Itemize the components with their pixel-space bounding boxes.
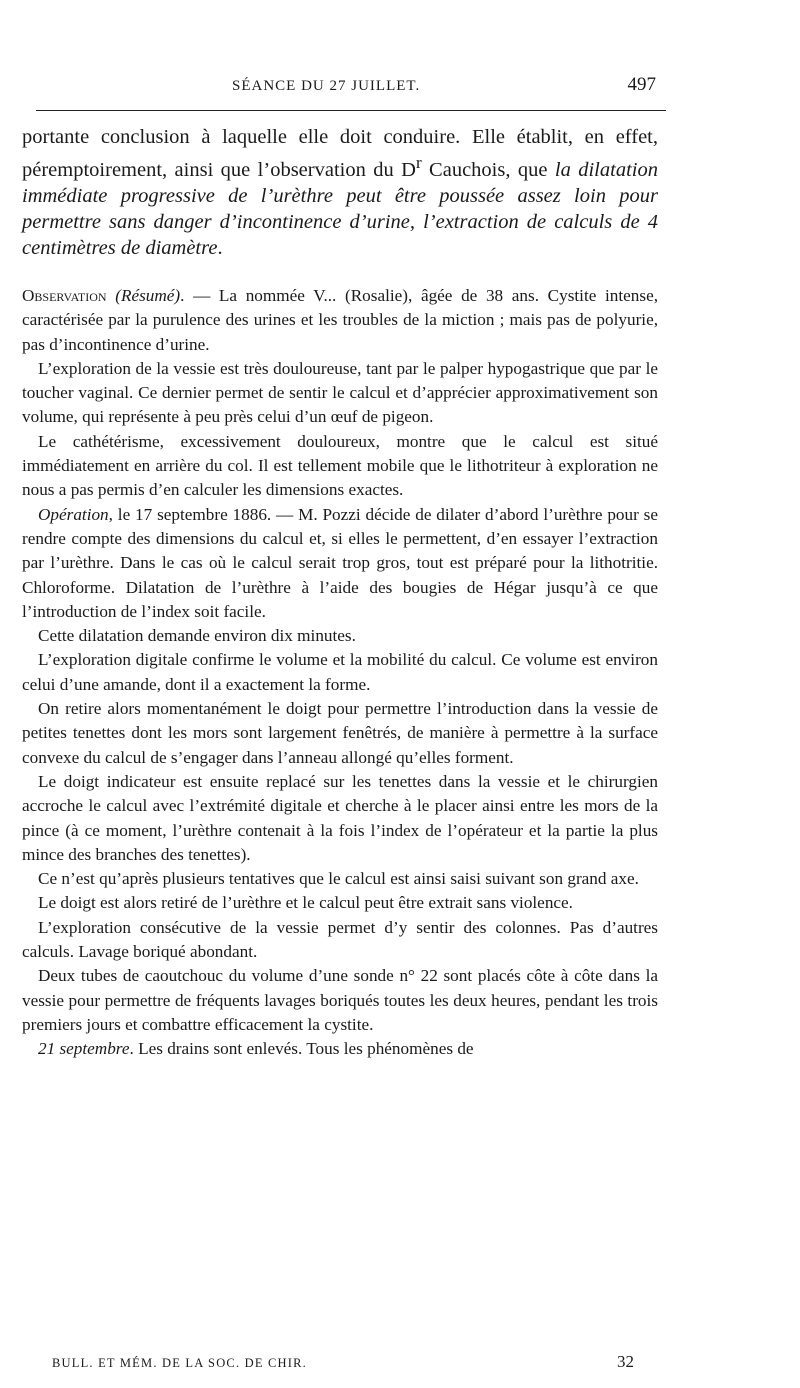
observation-paragraph: [22, 284, 658, 357]
observation-italic: (Résumé): [115, 286, 181, 305]
body-paragraph: Le cathétérisme, excessivement douloureux, montre que le calcul est situé immédiatement en arrière du col. Il est tellement mobile que le lithotriteur à exploration ne nous a pas permis d’en calculer les dimensions exactes.: [22, 431, 658, 500]
intro-italic: la dilatation immédiate progressive de l’urèthre peut être poussée assez loin pour permettre sans danger d’incontinence d’urine, l’extraction de calculs de 4 centimètres de diamètre: [22, 158, 658, 259]
header-rule: [36, 110, 666, 111]
journal-signature: BULL. ET MÉM. DE LA SOC. DE CHIR.: [52, 1356, 307, 1370]
operation-italic: Opération: [38, 504, 109, 524]
observation-text: . — La nommée V... (Rosalie), âgée de 38 ans. Cystite intense, caractérisée par la purulence des urines et les troubles de la miction ; mais pas de polyurie, pas d’incontinence d’urine.: [22, 286, 658, 354]
body-paragraph: Cette dilatation demande environ dix minutes.: [38, 626, 356, 646]
intro-text-1: portante conclusion à laquelle elle doit conduire. Elle établit, en effet, péremptoirement, ainsi que l’observation du D: [22, 126, 658, 181]
body-paragraph: L’exploration digitale confirme le volume et la mobilité du calcul. Ce volume est environ celui d’une amande, dont il a exactement la forme.: [22, 650, 658, 694]
observation-lead: Observation: [22, 286, 107, 305]
last-text: . Les drains sont enlevés. Tous les phénomènes de: [129, 1039, 474, 1059]
intro-text-3: .: [217, 236, 223, 259]
page-footer: [22, 1352, 658, 1374]
body-paragraph: L’exploration de la vessie est très douloureuse, tant par le palper hypogastrique que par le toucher vaginal. Ce dernier permet de sentir le calcul et d’apprécier approximativement son volume, qui représente à peu près celui d’un œuf de pigeon.: [22, 358, 658, 427]
intro-paragraph: [22, 124, 658, 261]
observation-body: [22, 284, 658, 1062]
signature-number: 32: [617, 1352, 634, 1371]
operation-paragraph: [22, 503, 658, 624]
body-paragraph: Ce n’est qu’après plusieurs tentatives que le calcul est ainsi saisi suivant son grand axe.: [38, 869, 639, 889]
intro-text-2: Cauchois, que: [421, 158, 555, 181]
body-paragraph: Le doigt est alors retiré de l’urèthre et le calcul peut être extrait sans violence.: [38, 893, 573, 913]
operation-text: , le 17 septembre 1886. — M. Pozzi décide de dilater d’abord l’urèthre pour se rendre compte des dimensions du calcul et, si elles le permettent, d’en essayer l’extraction par l’urèthre. Dans le cas où le calcul serait trop gros, tout est préparé pour la lithotritie. Chloroforme. Dilatation de l’urèthre à l’aide des bougies de Hégar jusqu’à ce que l’introduction de l’index soit facile.: [22, 504, 658, 621]
last-paragraph: [22, 1037, 658, 1061]
intro-superscript: r: [415, 153, 422, 172]
body-paragraph: L’exploration consécutive de la vessie permet d’y sentir des colonnes. Pas d’autres calculs. Lavage boriqué abondant.: [22, 917, 658, 962]
running-head: [22, 74, 658, 98]
body-paragraph: Le doigt indicateur est ensuite replacé sur les tenettes dans la vessie et le chirurgien accroche le calcul avec l’extrémité digitale et cherche à le placer ainsi entre les mors de la pince (à ce moment, l’urèthre contenait à la fois l’index de l’opérateur et la partie la plus mince des branches des tenettes).: [22, 771, 658, 864]
body-paragraph: Deux tubes de caoutchouc du volume d’une sonde n° 22 sont placés côte à côte dans la vessie pour permettre de fréquents lavages boriqués toutes les deux heures, pendant les trois premiers jours et combattre efficacement la cystite.: [22, 966, 658, 1034]
body-paragraph: On retire alors momentanément le doigt pour permettre l’introduction dans la vessie de petites tenettes dont les mors sont largement fenêtrés, de manière à permettre à la surface convexe du calcul de s’engager dans l’anneau allongé qu’elles forment.: [22, 699, 658, 767]
page-number: 497: [627, 74, 656, 95]
running-title: SÉANCE DU 27 JUILLET.: [232, 78, 421, 94]
date-italic: 21 septembre: [38, 1039, 130, 1059]
